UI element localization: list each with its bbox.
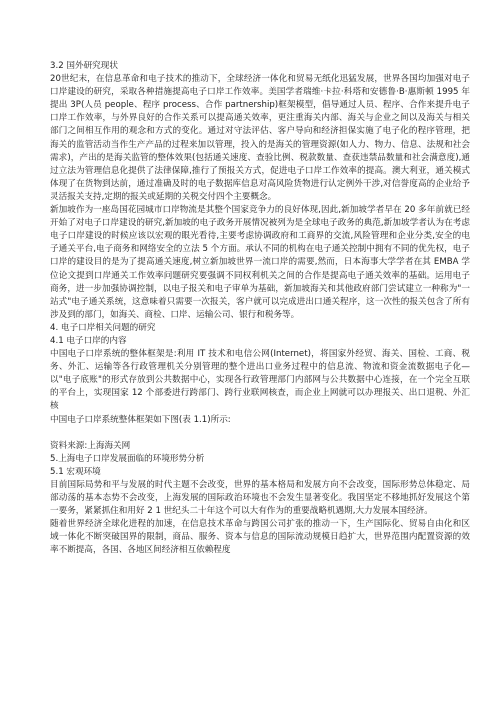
paragraph: 随着世界经济全球化进程的加速，在信息技术革命与跨国公司扩张的推动一下，生产国际化、贸易自由化和区域一体化不断突破国界的限制，商品、服务、资本与信息的国际流动规模日趋扩大，世界范围内配置资源的效率不断提高，各国、各地区间经济相互依赖程度 xyxy=(50,519,470,556)
paragraph: 目前国际局势和平与发展的时代主题不会改变，世界的基本格局和发展方向不会改变，国际形势总体稳定、局部动荡的基本态势不会改变，上海发展的国际政治环境也不会发生显著变化。我国坚定不移地抓好发展这个第一要务，紧紧抓住和用好 2 1 世纪头二十年这个可以大有作为的重要战略机遇期,大力发展本国经济。 xyxy=(50,479,470,517)
section-heading: 3.2 国外研究现状 xyxy=(50,61,118,71)
section-heading: 5.上海电子口岸发展面临的环境形势分析 xyxy=(50,453,205,464)
section-heading: 4. 电子口岸相关问题的研究 xyxy=(50,322,156,333)
section-heading: 资料来源:上海海关网 xyxy=(50,440,131,451)
figure-placeholder xyxy=(50,427,470,440)
paragraph: 新加坡作为一座岛国花园城市口岸物流是其整个国家竞争力的良好体现,因此,新加坡学者早在 20 多年前就已经开始了对电子口岸建设的研究,新加坡的电子政务开展情况被列为是全球电子政务的典范,新加坡学者认为在考虑电子口岸建设的时候应该以宏观的眼光看待,主要考虑协调政府和工商界的交流,风险管理和企业分类,安全的电子通关平台,电子商务和网络安全的立法 5 个方面。承认不同的机构在电子通关控制中拥有不同的优先权，电子口岸的建设目的是为了提高通关速度,树立新加坡世界一流口岸的需要,然而，日本海事大学学者在其 EMBA 学位论文提到口岸通关工作效率问题研究要强调不同权利机关之间的合作是提高电子通关效率的基础。运用电子商务，进一步加强协调控制，以电子报关和电子审单为基础，新加坡海关和其他政府部门尝试建立一种称为"一站式"电子通关系统，这意味着只需要一次报关，客户就可以完成进出口通关程序，这一次性的报关包含了所有涉及到的部门，如海关、商检、口岸、运输公司、银行和税务等。 xyxy=(50,205,470,320)
section-heading: 4.1 电子口岸的内容 xyxy=(50,335,127,346)
paragraph: 中国电子口岸系统的整体框架是:利用 IT 技术和电信公网(Internet)，将国家外经贸、海关、国检、工商、税务、外汇、运输等各行政管理机关分别管理的整个进出口业务过程中的信息流、物流和资金流数据电子化—以"电子底账"的形式存放到公共数据中心，实现各行政管理部门内部网与公共数据中心连接，在一个完全互联的平台上，实现国家 12 个部委进行跨部门、跨行业联网核查，而企业上网就可以办理报关、出口退税、外汇核 xyxy=(50,349,470,412)
paragraph: 中国电子口岸系统整体框架如下图(表 1.1)所示: xyxy=(50,414,231,425)
paragraph: 20世纪末，在信息革命和电子技术的推动下，全球经济一体化和贸易无纸化迅猛发展，世界各国均加强对电子口岸建设的研究，采取各种措施提高电子口岸工作效率。美国学者瑞维·卡拉·科塔和安德鲁·B·惠斯顿 1995 年提出 3P(人员 people、程序 process、合作 partnership)框架模型，倡导通过人员、程序、合作来提升电子口岸工作效率，与外界良好的合作关系可以提高通关效率，更注重海关内部、海关与企业之间以及海关与相关部门之间相互作用的观念和方式的变化。通过对守法评估、客户导向和经济担保实施了电子化的程序管理，把海关的监管活动当作生产产品的过程来加以管理，投入的是海关的管理资源(如人力、物力、信息、法规和社会需求)，产出的是海关监管的整体效果(包括通关速度、查验比例、税款数量、查获违禁品数量和社会满意度),通过立法为管理信息化提供了法律保障,推行了预报关方式，促进电子口岸工作效率的提高。澳大利亚，通关模式体现了在货物到达前，通过准确及时的电子数据库信息对高风险货物进行认定例外干涉,对信誉度高的企业给予灵活报关支持,定期的报关或延期的关税交付四个主要概念。 xyxy=(50,74,470,202)
section-heading: 5.1 宏观环境 xyxy=(50,466,101,477)
